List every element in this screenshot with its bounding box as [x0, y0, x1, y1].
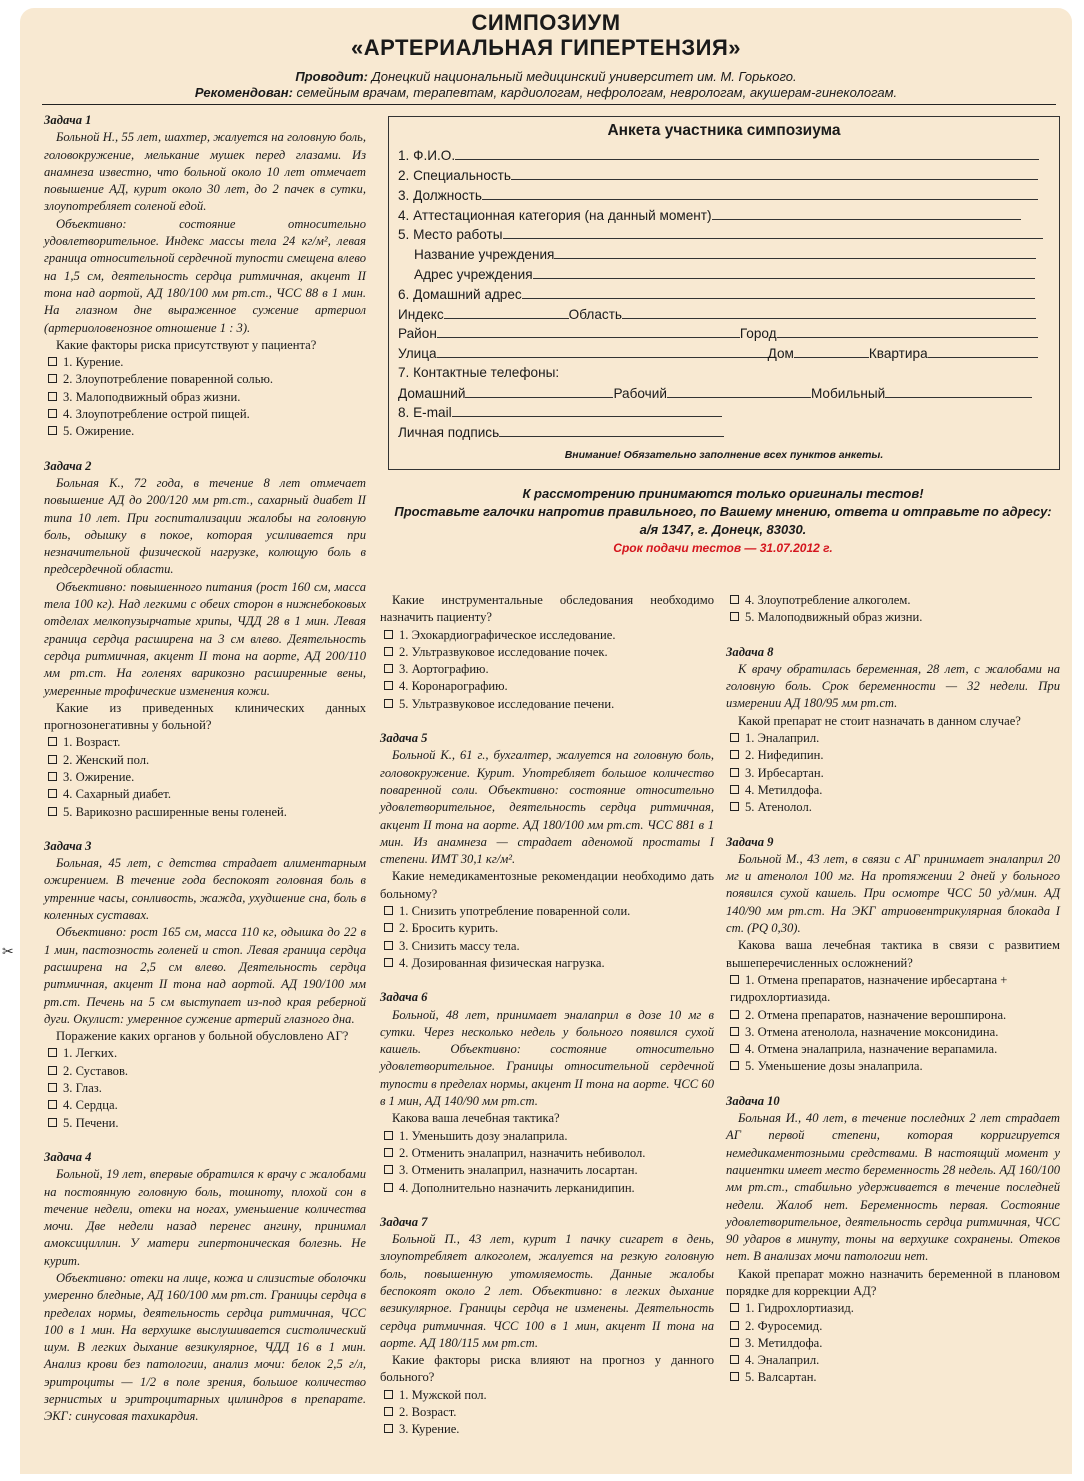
column-middle	[380, 592, 714, 1439]
checkbox[interactable]	[384, 681, 393, 690]
conductor-label: Проводит:	[295, 69, 368, 84]
task-question: Какие факторы риска присутствуют у пациента?	[56, 337, 317, 352]
answer-option[interactable]: 3. Ожирение.	[44, 769, 366, 786]
form-row-institution-name[interactable]: Название учреждения	[414, 246, 1064, 265]
answer-option[interactable]: 1. Эналаприл.	[726, 730, 1060, 747]
checkbox[interactable]	[384, 1131, 393, 1140]
answer-option[interactable]: 2. Женский пол.	[44, 752, 366, 769]
task-title: Задача 3	[44, 838, 92, 853]
form-row-signature[interactable]: Личная подпись	[398, 424, 1048, 443]
scissors-icon: ✂	[2, 945, 14, 960]
answer-option[interactable]: 4. Коронарографию.	[380, 678, 714, 695]
answer-option[interactable]: 5. Уменьшение дозы эналаприла.	[726, 1058, 1060, 1075]
answer-option[interactable]: 3. Снизить массу тела.	[380, 938, 714, 955]
checkbox[interactable]	[730, 595, 739, 604]
notice-line-1: К рассмотрению принимаются только оригиналы тестов!	[522, 486, 924, 501]
answer-option[interactable]: 2. Суставов.	[44, 1063, 366, 1080]
answer-option[interactable]: 3. Метилдофа.	[726, 1335, 1060, 1352]
checkbox[interactable]	[48, 755, 57, 764]
task-title: Задача 4	[44, 1149, 92, 1164]
form-row-workplace[interactable]: 5. Место работы	[398, 226, 1048, 245]
page-subtitle: «АРТЕРИАЛЬНАЯ ГИПЕРТЕНЗИЯ»	[350, 35, 741, 60]
task-text: Больной, 19 лет, впервые обратился к врачу с жалобами на постоянную головную боль, тошноту, плохой сон в течение недели, отеки на ногах, уменьшение количества мочи. Две недели назад перенес ангину, принимал амоксициллин. У матери гипертоническая болезнь. Не курит.	[44, 1167, 366, 1268]
notice-line-2: Проставьте галочки напротив правильного, по Вашему мнению, ответа и отправьте по адресу:	[394, 504, 1052, 519]
task-title: Задача 9	[726, 834, 774, 849]
task-question: Поражение каких органов у больной обусловлено АГ?	[56, 1029, 349, 1044]
checkbox[interactable]	[48, 426, 57, 435]
answer-option[interactable]: 1. Возраст.	[44, 734, 366, 751]
answer-option[interactable]: 4. Дозированная физическая нагрузка.	[380, 955, 714, 972]
checkbox[interactable]	[730, 802, 739, 811]
task-title: Задача 1	[44, 113, 92, 127]
recommended-text: семейным врачам, терапевтам, кардиологам, нефрологам, неврологам, акушерам-гинекологам.	[296, 85, 898, 100]
answer-option[interactable]: 2. Возраст.	[380, 1404, 714, 1421]
task-text: Больной П., 43 лет, курит 1 пачку сигарет в день, злоупотребляет алкоголем, жалуется на резкую головную боль, повышенную утомляемость. Данные жалобы беспокоят около 2 лет. Объективно: в легких дыхание везикулярное. Границы сердца не изменены. Деятельность сердца ритмичная. ЧСС 100 в 1 мин, акцент II тона на аорте. АД 180/115 мм рт.ст.	[380, 1232, 714, 1350]
task-text: Объективно: повышенного питания (рост 160 см, масса тела 100 кг). Над легкими с обеих сторон в нижнебоковых отделах мелкопузырчатые хрипы, ЧДД 28 в 1 мин. Левая граница сердца расширена на 3 см влево. Деятельность сердца ритмичная, акцент II тона на аорте, АД 200/110 мм рт.ст. На голенях варикозно расширенные вены, умеренные трофические изменения кожи.	[44, 579, 366, 698]
answer-option[interactable]: 1. Гидрохлортиазид.	[726, 1300, 1060, 1317]
answer-option[interactable]: 5. Печени.	[44, 1115, 366, 1132]
form-row-district[interactable]: Район Город	[398, 325, 1048, 344]
task-question: Какие немедикаментозные рекомендации необходимо дать больному?	[380, 869, 714, 901]
participant-form	[388, 116, 1060, 470]
answer-option[interactable]: 3. Малоподвижный образ жизни.	[44, 389, 366, 406]
answer-option[interactable]: 2. Отменить эналаприл, назначить небиволол.	[380, 1145, 714, 1162]
form-row-fio[interactable]: 1. Ф.И.О.	[398, 147, 1048, 166]
answer-option[interactable]: 5. Ультразвуковое исследование печени.	[380, 696, 714, 713]
task-text: Объективно: состояние относительно удовлетворительное. Индекс массы тела 24 кг/м², левая граница относительной сердечной тупости смещена влево на 1,5 см, деятельность сердца ритмичная, акцент II тона над аортой, АД 180/100 мм рт.ст., ЧСС 88 в 1 мин. На глазном дне выраженное сужение артериол (артериоловенозное отношение 1 : 3).	[44, 216, 366, 335]
checkbox[interactable]	[384, 941, 393, 950]
checkbox[interactable]	[730, 1321, 739, 1330]
page-title: СИМПОЗИУМ	[471, 10, 621, 35]
task-text: Больной Н., 55 лет, шахтер, жалуется на головную боль, головокружение, мелькание мушек перед глазами. Из анамнеза известно, что больной около 10 лет отмечает повышение АД, курит около 30 лет, до 2 пачек в сутки, злоупотребляет соленой едой.	[44, 130, 366, 214]
checkbox[interactable]	[384, 1390, 393, 1399]
answer-option[interactable]: 1. Курение.	[44, 354, 366, 371]
answer-option[interactable]: 1. Легких.	[44, 1045, 366, 1062]
form-row-home-address[interactable]: 6. Домашний адрес	[398, 286, 1048, 305]
column-right	[726, 592, 1060, 1387]
form-row-specialty[interactable]: 2. Специальность	[398, 167, 1048, 186]
answer-option[interactable]: 5. Атенолол.	[726, 799, 1060, 816]
checkbox[interactable]	[384, 1183, 393, 1192]
task-text: К врачу обратилась беременная, 28 лет, с жалобами на головную боль. Срок беременности — 32 недели. При измерении АД 180/95 мм рт.ст.	[726, 661, 1060, 711]
answer-option[interactable]: 1. Мужской пол.	[380, 1387, 714, 1404]
checkbox[interactable]	[730, 1372, 739, 1381]
answer-option[interactable]: 5. Валсартан.	[726, 1369, 1060, 1386]
task-text: Больная И., 40 лет, в течение последних 2 лет страдает АГ первой степени, которая корригируется немедикаментозными средствами. В настоящий момент у пациентки имеет место беременность 28 недель. АД 160/100 мм рт.ст., стабильно удерживается в течение последней недели. Жалоб нет. Беременность первая. Состояние удовлетворительное, деятельность сердца ритмичная, ЧСС 90 ударов в минуту, тоны на верхушке сохранены. Отеков нет. В анализах мочи патологии нет.	[726, 1111, 1060, 1264]
answer-option[interactable]: 3. Отменить эналаприл, назначить лосартан.	[380, 1162, 714, 1179]
checkbox[interactable]	[730, 733, 739, 742]
task-question: Какова ваша лечебная тактика?	[392, 1111, 560, 1126]
checkbox[interactable]	[48, 807, 57, 816]
task-title: Задача 7	[380, 1214, 428, 1229]
checkbox[interactable]	[730, 750, 739, 759]
checkbox[interactable]	[48, 1100, 57, 1109]
task-text: Объективно: отеки на лице, кожа и слизистые оболочки умеренно бледные, АД 160/100 мм рт.ст. Границы сердца в пределах нормы, деятельность сердца ритмичная, ЧСС 100 в 1 мин. На верхушке выслушивается систолический шум. В легких дыхание везикулярное, ЧДД 16 в 1 мин. Анализ крови без патологии, анализ мочи: белок 2,5 г/л, эритроциты — 1/2 в поле зрения, большое количество зернистых и эритроцитарных цилиндров в препарате. ЭКГ: синусовая тахикардия.	[44, 1271, 366, 1424]
answer-option[interactable]: 4. Злоупотребление алкоголем.	[726, 592, 1060, 609]
recommended-label: Рекомендован:	[194, 85, 293, 100]
answer-option[interactable]: 4. Метилдофа.	[726, 782, 1060, 799]
checkbox[interactable]	[730, 1027, 739, 1036]
task-text: Больной М., 43 лет, в связи с АГ принимает эналаприл 20 мг и атенолол 100 мг. На протяжении 2 дней у больного появился сухой кашель. При осмотре ЧСС 50 уд/мин. АД 140/90 мм рт.ст. На ЭКГ атриовентрикулярная блокада I ст. (PQ 0,30).	[726, 851, 1060, 936]
task-question: Какой препарат не стоит назначать в данном случае?	[738, 713, 1021, 728]
answer-option[interactable]: 4. Эналаприл.	[726, 1352, 1060, 1369]
form-row-position[interactable]: 3. Должность	[398, 187, 1048, 206]
header-divider	[42, 104, 1056, 105]
checkbox[interactable]	[730, 612, 739, 621]
task-text: Больная К., 72 года, в течение 8 лет отмечает повышение АД до 200/120 мм рт.ст., сахарный диабет II типа 10 лет. При госпитализации жалобы на головную боль, одышку в покое, которая усиливается при незначительной физической нагрузке, колющую боль в предсердечной области.	[44, 475, 366, 577]
task-question: Какие из приведенных клинических данных прогнозонегативны у больной?	[44, 700, 366, 733]
checkbox[interactable]	[48, 789, 57, 798]
task-title: Задача 2	[44, 458, 92, 473]
checkbox[interactable]	[384, 1424, 393, 1433]
answer-option[interactable]: 1. Отмена препаратов, назначение ирбесартана + гидрохлортиазида.	[730, 972, 1008, 1005]
form-row-index[interactable]: Индекс Область	[398, 306, 1048, 325]
checkbox[interactable]	[48, 374, 57, 383]
checkbox[interactable]	[48, 772, 57, 781]
checkbox[interactable]	[384, 906, 393, 915]
checkbox[interactable]	[48, 1066, 57, 1075]
answer-option[interactable]: 4. Сердца.	[44, 1097, 366, 1114]
page	[20, 8, 1072, 1474]
checkbox[interactable]	[384, 699, 393, 708]
task-title: Задача 10	[726, 1093, 780, 1108]
form-row-email[interactable]: 8. E-mail	[398, 404, 1048, 423]
form-row-institution-address[interactable]: Адрес учреждения	[414, 266, 1064, 285]
checkbox[interactable]	[48, 737, 57, 746]
checkbox[interactable]	[730, 1061, 739, 1070]
task-title: Задача 6	[380, 990, 428, 1005]
form-row-street[interactable]: Улица Дом Квартира	[398, 345, 1048, 364]
task-text: Больная, 45 лет, с детства страдает алиментарным ожирением. В течение года беспокоят головная боль в утренние часы, сонливость, жажда, ухудшение сна, боль в коленных суставах.	[44, 856, 366, 923]
answer-option[interactable]: 2. Фуросемид.	[726, 1318, 1060, 1335]
task-question: Какие инструментальные обследования необходимо назначить пациенту?	[380, 593, 714, 625]
checkbox[interactable]	[48, 392, 57, 401]
recommended-line	[20, 85, 1072, 100]
answer-option[interactable]: 3. Курение.	[380, 1421, 714, 1438]
answer-option[interactable]: 4. Отмена эналаприла, назначение верапамила.	[726, 1041, 1060, 1058]
checkbox[interactable]	[384, 958, 393, 967]
answer-option[interactable]: 2. Злоупотребление поваренной солью.	[44, 371, 366, 388]
checkbox[interactable]	[48, 1118, 57, 1127]
checkbox[interactable]	[384, 664, 393, 673]
form-row-phones: 7. Контактные телефоны:	[398, 365, 560, 380]
notice-address: а/я 1347, г. Донецк, 83030.	[639, 522, 807, 537]
checkbox[interactable]	[730, 768, 739, 777]
checkbox[interactable]	[48, 357, 57, 366]
form-note: Внимание! Обязательно заполнение всех пунктов анкеты.	[564, 449, 884, 461]
answer-option[interactable]: 4. Злоупотребление острой пищей.	[44, 406, 366, 423]
checkbox[interactable]	[384, 630, 393, 639]
task-title: Задача 8	[726, 644, 774, 659]
checkbox[interactable]	[730, 975, 739, 984]
form-row-phone-numbers[interactable]: Домашний Рабочий Мобильный	[398, 385, 1048, 404]
checkbox[interactable]	[48, 1048, 57, 1057]
task-text: Больной К., 61 г., бухгалтер, жалуется на головную боль, головокружение. Курит. Употребляет большое количество поваренной соли. Объективно: состояние относительно удовлетворительное, деятельность сердца ритмичная, акцент II тона на аорте. АД 180/100 мм рт.ст. ЧСС 881 в 1 мин. Из анамнеза — страдает аденомой простаты I степени. ИМТ 30,1 кг/м².	[380, 748, 714, 867]
checkbox[interactable]	[730, 1010, 739, 1019]
answer-option[interactable]: 2. Ультразвуковое исследование почек.	[380, 644, 714, 661]
answer-option[interactable]: 2. Отмена препаратов, назначение верошпирона.	[726, 1007, 1060, 1024]
task-question: Какой препарат можно назначить беременной в плановом порядке для коррекции АД?	[726, 1266, 1060, 1298]
answer-option[interactable]: 5. Ожирение.	[44, 423, 366, 440]
task-question: Какие факторы риска влияют на прогноз у данного больного?	[380, 1353, 714, 1385]
checkbox[interactable]	[384, 923, 393, 932]
conductor-line	[20, 69, 1072, 84]
checkbox[interactable]	[730, 1355, 739, 1364]
checkbox[interactable]	[384, 1148, 393, 1157]
answer-option[interactable]: 3. Аортографию.	[380, 661, 714, 678]
checkbox[interactable]	[48, 1083, 57, 1092]
form-row-category[interactable]: 4. Аттестационная категория (на данный момент)	[398, 207, 1048, 226]
column-left	[44, 112, 366, 1426]
checkbox[interactable]	[730, 785, 739, 794]
task-text: Больной, 48 лет, принимает эналаприл в дозе 10 мг в сутки. Через несколько недель у больного появился сухой кашель. Объективно: состояние относительно удовлетворительное. Границы относительной сердечной тупости в пределах нормы, акцент II тона на аорте. ЧСС 60 в 1 мин, АД 140/90 мм рт.ст.	[380, 1007, 714, 1109]
checkbox[interactable]	[384, 1407, 393, 1416]
answer-option[interactable]: 2. Нифедипин.	[726, 747, 1060, 764]
answer-option[interactable]: 4. Дополнительно назначить лерканидипин.	[380, 1180, 714, 1197]
notice-deadline: Срок подачи тестов — 31.07.2012 г.	[613, 541, 833, 555]
task-question: Какова ваша лечебная тактика в связи с развитием вышеперечисленных осложнений?	[726, 938, 1060, 970]
form-title: Анкета участника симпозиума	[607, 122, 841, 139]
task-text: Объективно: рост 165 см, масса 110 кг, одышка до 22 в 1 мин, пастозность голеней и стоп. Левая граница сердца расширена на 2,5 см влево. Деятельность сердца ритмичная, акцент II тона над аортой. АД 190/100 мм рт.ст. Печень на 5 см выступает из-под края реберной дуги. Окулист: умеренное сужение артерий глазного дна.	[44, 925, 366, 1026]
answer-option[interactable]: 5. Варикозно расширенные вены голеней.	[44, 804, 366, 821]
answer-option[interactable]: 1. Эхокардиографическое исследование.	[380, 627, 714, 644]
answer-option[interactable]: 3. Ирбесартан.	[726, 765, 1060, 782]
checkbox[interactable]	[730, 1338, 739, 1347]
conductor-text: Донецкий национальный медицинский университет им. М. Горького.	[371, 69, 797, 84]
answer-option[interactable]: 1. Уменьшить дозу эналаприла.	[380, 1128, 714, 1145]
answer-option[interactable]: 5. Малоподвижный образ жизни.	[726, 609, 1060, 626]
checkbox[interactable]	[48, 409, 57, 418]
answer-option[interactable]: 1. Снизить употребление поваренной соли.	[380, 903, 714, 920]
checkbox[interactable]	[730, 1303, 739, 1312]
answer-option[interactable]: 3. Глаз.	[44, 1080, 366, 1097]
checkbox[interactable]	[384, 647, 393, 656]
checkbox[interactable]	[730, 1044, 739, 1053]
answer-option[interactable]: 3. Отмена атенолола, назначение моксонидина.	[726, 1024, 1060, 1041]
answer-option[interactable]: 4. Сахарный диабет.	[44, 786, 366, 803]
task-title: Задача 5	[380, 731, 428, 746]
answer-option[interactable]: 2. Бросить курить.	[380, 920, 714, 937]
checkbox[interactable]	[384, 1165, 393, 1174]
